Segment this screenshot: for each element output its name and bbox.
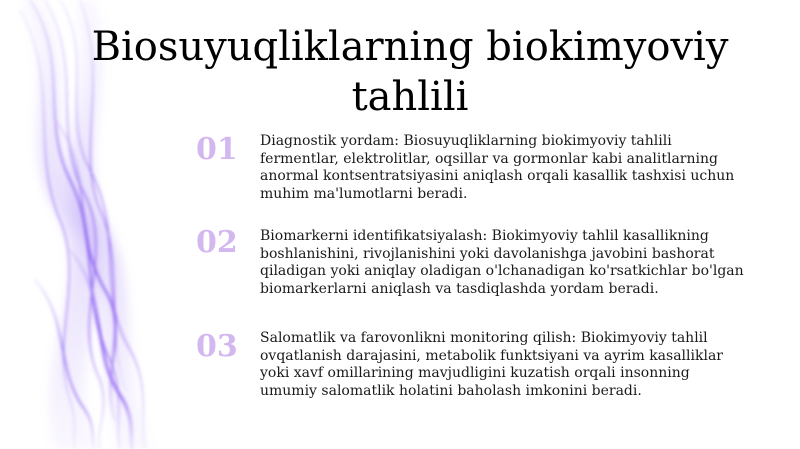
item-number: 01 [196,132,238,167]
item-number: 02 [196,225,238,260]
item-number: 03 [196,329,238,364]
item-text: Diagnostik yordam: Biosuyuqliklarning biokimyoviy tahlili fermentlar, elektrolitlar, oqsillar va gormonlar kabi analitlarning anormal kontsentratsiyasini aniqlash orqali kasallik tashxisi uchun muhim ma'lumotlarni beradi. [260,133,735,202]
item-text: Biomarkerni identifikatsiyalash: Biokimyoviy tahlil kasallikning boshlanishini, rivojlanishini yoki davolanishga javobini bashorat qiladigan yoki aniqlay oladigan o'lchanadigan ko'rsatkichlar bo'lgan biomarkerlarni aniqlash va tasdiqlashda yordam beradi. [260,228,744,297]
slide-title: Biosuyuqliklarning biokimyoviy tahlili [91,24,729,120]
item-text: Salomatlik va farovonlikni monitoring qilish: Biokimyoviy tahlil ovqatlanish darajasini, metabolik funktsiyani va ayrim kasalliklar yoki xavf omillarining mavjudligini kuzatish orqali insonning umumiy salomatlik holatini baholash imkonini beradi. [260,330,723,399]
